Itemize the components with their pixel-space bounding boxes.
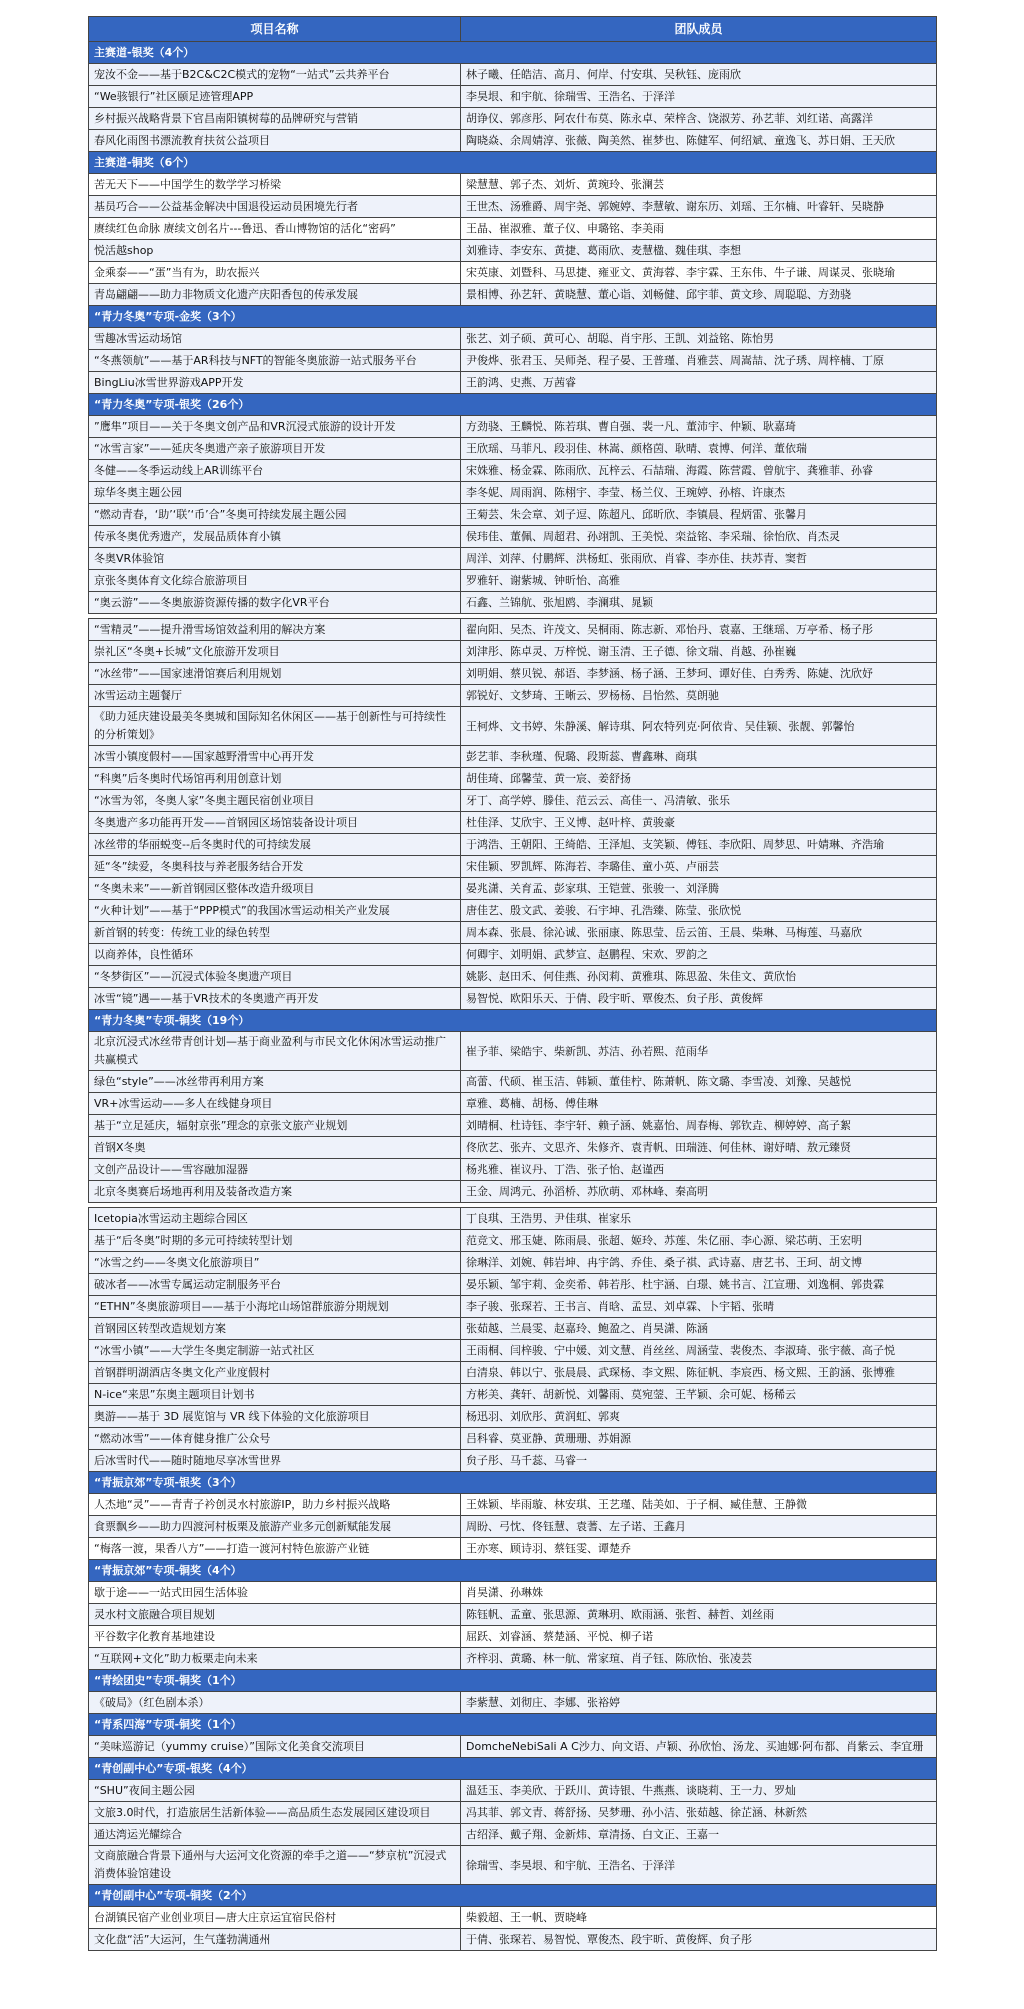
table-row <box>89 64 937 86</box>
project-name-cell: “SHU”夜间主题公园 <box>89 1780 461 1802</box>
table-row <box>89 1181 937 1203</box>
team-members-cell: 翟向阳、吴杰、许茂文、吴桐雨、陈志新、邓怡丹、袁嘉、王继瑶、万亭希、杨子彤 <box>461 619 937 641</box>
table-row <box>89 988 937 1010</box>
project-name-cell: VR+冰雪运动——多人在线健身项目 <box>89 1093 461 1115</box>
section-header-row <box>89 1560 937 1582</box>
project-name-cell: 悦活越shop <box>89 240 461 262</box>
project-name-cell: 台湖镇民宿产业创业项目—唐大庄京运宜宿民俗村 <box>89 1907 461 1929</box>
project-name-cell: 琼华冬奥主题公园 <box>89 482 461 504</box>
table-row <box>89 504 937 526</box>
team-members-cell: 古绍泽、戴子翔、金新炜、章清扬、白文正、王嘉一 <box>461 1824 937 1846</box>
project-name-cell: “雪精灵”——提升滑雪场馆效益利用的解决方案 <box>89 619 461 641</box>
team-members-cell: 唐佳艺、殷文武、姜骏、石宇坤、孔浩臻、陈莹、张欣悦 <box>461 900 937 922</box>
project-name-cell: “互联网+文化”助力板栗走向未来 <box>89 1648 461 1670</box>
team-members-cell: 李昊垠、和宇航、徐瑞雪、王浩名、于泽洋 <box>461 86 937 108</box>
table-row <box>89 900 937 922</box>
project-name-cell: 冰雪“镜”遇——基于VR技术的冬奥遗产再开发 <box>89 988 461 1010</box>
team-members-cell: 宋英康、刘暨科、马思捷、雍亚文、黄海蓉、李宇霖、王东伟、牛子谦、周谋灵、张晓瑜 <box>461 262 937 284</box>
project-name-cell: 北京冬奥赛后场地再利用及装备改造方案 <box>89 1181 461 1203</box>
section-title: “青振京郊”专项-铜奖（4个） <box>89 1560 937 1582</box>
project-name-cell: “火种计划”——基于“PPP模式”的我国冰雪运动相关产业发展 <box>89 900 461 922</box>
project-name-cell: “燃动青春，‘助’‘联’‘币’合”冬奥可持续发展主题公园 <box>89 504 461 526</box>
table-row <box>89 460 937 482</box>
team-members-cell: 王菊芸、朱会章、刘子逗、陈超凡、邱昕欣、李镇晨、程炳雷、张馨月 <box>461 504 937 526</box>
project-name-cell: 文商旅融合背景下通州与大运河文化资源的牵手之道——“梦京杭”沉浸式消费体验馆建设 <box>89 1846 461 1885</box>
team-members-cell: 王柯烨、文书婷、朱静溪、解诗琪、阿农特列克·阿依肯、吴佳颖、张靓、郭馨怡 <box>461 707 937 746</box>
team-members-cell: 贠子彤、马千蕊、马睿一 <box>461 1450 937 1472</box>
team-members-cell: 柴毅超、王一帆、贾晓峰 <box>461 1907 937 1929</box>
team-members-cell: 姚影、赵田禾、何佳燕、孙闵莉、黄雅琪、陈思盈、朱佳文、黄欣怡 <box>461 966 937 988</box>
table-row <box>89 1450 937 1472</box>
table-row <box>89 1494 937 1516</box>
table-row <box>89 663 937 685</box>
section-header-row <box>89 1670 937 1692</box>
project-name-cell: 金乘泰——“蛋”当有为，助农振兴 <box>89 262 461 284</box>
table-row <box>89 1736 937 1758</box>
table-row <box>89 1929 937 1951</box>
team-members-cell: 崔予菲、梁皓宇、柴新凯、苏洁、孙若熙、范雨华 <box>461 1032 937 1071</box>
table-row <box>89 878 937 900</box>
section-title: “青力冬奥”专项-银奖（26个） <box>89 394 937 416</box>
project-name-cell: 食票飘乡——助力四渡河村板栗及旅游产业多元创新赋能发展 <box>89 1516 461 1538</box>
team-members-cell: 佟欣艺、张卉、文思齐、朱修齐、袁青帆、田瑞涟、何佳林、谢妤晴、敖元臻贤 <box>461 1137 937 1159</box>
project-name-cell: 绿色“style”——冰丝带再利用方案 <box>89 1071 461 1093</box>
team-members-cell: 宋姝雅、杨金霖、陈雨欣、瓦梓云、石喆瑞、海霞、陈营霞、曾航宇、龚雅菲、孙睿 <box>461 460 937 482</box>
table-row <box>89 372 937 394</box>
table-row <box>89 482 937 504</box>
project-name-cell: “美味巡游记（yummy cruise）”国际文化美食交流项目 <box>89 1736 461 1758</box>
table-row <box>89 438 937 460</box>
table-row <box>89 1802 937 1824</box>
team-members-cell: 郭锐好、文梦琦、王晰云、罗杨杨、吕怡然、莫朗驰 <box>461 685 937 707</box>
project-name-cell: 《破局》（红色剧本杀） <box>89 1692 461 1714</box>
project-name-cell: 北京沉浸式冰丝带青创计划—基于商业盈利与市民文化休闲冰雪运动推广共赢模式 <box>89 1032 461 1071</box>
section-title: “青力冬奥”专项-金奖（3个） <box>89 306 937 328</box>
team-members-cell: 周盼、弓忱、佟钰慧、袁蓍、左子诺、王鑫月 <box>461 1516 937 1538</box>
table-row <box>89 284 937 306</box>
table-row <box>89 1340 937 1362</box>
project-name-cell: 基于“立足延庆，辐射京张”理念的京张文旅产业规划 <box>89 1115 461 1137</box>
project-name-cell: 春风化雨图书漂流教育扶贫公益项目 <box>89 130 461 152</box>
project-name-cell: 雪趣冰雪运动场馆 <box>89 328 461 350</box>
table-row <box>89 1516 937 1538</box>
team-members-cell: 胡佳琦、邱馨莹、黄一宸、姜舒扬 <box>461 768 937 790</box>
table-row <box>89 548 937 570</box>
team-members-cell: 景相博、孙艺轩、黄晓慧、董心诣、刘畅健、邱宇菲、黄文珍、周聪聪、方劲骁 <box>461 284 937 306</box>
table-row <box>89 1071 937 1093</box>
team-members-cell: 徐琳洋、刘婉、韩岩坤、冉宇鸽、乔佳、桑子祺、武诗嘉、唐艺书、王珂、胡文博 <box>461 1252 937 1274</box>
team-members-cell: 李子骏、张琛若、王书言、肖晗、孟昱、刘卓霖、卜宇韬、张晴 <box>461 1296 937 1318</box>
project-name-cell: 以商养体，良性循环 <box>89 944 461 966</box>
team-members-cell: 杨迅羽、刘欣彤、黄润虹、郭爽 <box>461 1406 937 1428</box>
team-members-cell: 宋佳颖、罗凯辉、陈海若、李璐佳、童小英、卢丽芸 <box>461 856 937 878</box>
table-header-row <box>89 17 937 42</box>
project-name-cell: 文旅3.0时代，打造旅居生活新体验——高品质生态发展园区建设项目 <box>89 1802 461 1824</box>
team-members-cell: 肖昊潇、孙琳姝 <box>461 1582 937 1604</box>
project-name-cell: 基员巧合——公益基金解决中国退役运动员困境先行者 <box>89 196 461 218</box>
table-row <box>89 1538 937 1560</box>
team-members-cell: 张茹越、兰晨雯、赵嘉玲、鲍盈之、肖昊潇、陈涵 <box>461 1318 937 1340</box>
project-name-cell: 延“冬”续爱，冬奥科技与养老服务结合开发 <box>89 856 461 878</box>
table-row <box>89 1318 937 1340</box>
table-row <box>89 856 937 878</box>
table-row <box>89 1032 937 1071</box>
project-name-cell: “科奥”后冬奥时代场馆再利用创意计划 <box>89 768 461 790</box>
team-members-cell: 罗雅轩、谢紫城、钟昕怡、高雅 <box>461 570 937 592</box>
project-name-cell: 苦无天下——中国学生的数学学习桥梁 <box>89 174 461 196</box>
project-name-cell: 文创产品设计——雪容融加湿器 <box>89 1159 461 1181</box>
section-title: “青系四海”专项-铜奖（1个） <box>89 1714 937 1736</box>
table-row <box>89 1093 937 1115</box>
project-name-cell: 首钢园区转型改造规划方案 <box>89 1318 461 1340</box>
team-members-cell: 何卿宇、刘明娟、武梦宣、赵鹏程、宋欢、罗韵之 <box>461 944 937 966</box>
awards-table <box>88 16 937 1951</box>
project-name-cell: N-ice“来思”东奥主题项目计划书 <box>89 1384 461 1406</box>
team-members-cell: 梁慧慧、郭子杰、刘炘、黄琬玲、张澜芸 <box>461 174 937 196</box>
project-name-cell: “梅落一渡，果香八方”——打造一渡河村特色旅游产业链 <box>89 1538 461 1560</box>
team-members-cell: 杨兆雅、崔议丹、丁浩、张子怡、赵谨西 <box>461 1159 937 1181</box>
table-row <box>89 1824 937 1846</box>
team-members-cell: 王金、周鸿元、孙滔桥、苏欣萌、邓林峰、秦高明 <box>461 1181 937 1203</box>
table-row <box>89 108 937 130</box>
table-row <box>89 641 937 663</box>
team-members-cell: 林子曦、任皓洁、高月、何岸、付安琪、吴秋钰、庞雨欣 <box>461 64 937 86</box>
section-title: 主赛道-铜奖（6个） <box>89 152 937 174</box>
project-name-cell: “冰丝带”——国家速滑馆赛后利用规划 <box>89 663 461 685</box>
table-body <box>89 42 937 1951</box>
team-members-cell: 范竞文、邢玉婕、陈雨晨、张超、姬玲、苏莲、朱亿丽、李心源、梁芯萌、王宏明 <box>461 1230 937 1252</box>
table-row <box>89 592 937 614</box>
table-row <box>89 240 937 262</box>
project-name-cell: 《助力延庆建设最美冬奥城和国际知名休闲区——基于创新性与可持续性的分析策划》 <box>89 707 461 746</box>
project-name-cell: “ETHN”冬奥旅游项目——基于小海坨山场馆群旅游分期规划 <box>89 1296 461 1318</box>
section-header-row <box>89 42 937 64</box>
table-row <box>89 834 937 856</box>
team-members-cell: 胡诤仪、郭彦彤、阿农什布莫、陈永卓、荣梓含、饶淑芳、孙艺菲、刘红诺、高露洋 <box>461 108 937 130</box>
team-members-cell: 牙丁、高学婷、滕佳、范云云、高佳一、冯清敏、张乐 <box>461 790 937 812</box>
team-members-cell: 李冬妮、周雨润、陈栩宇、李莹、杨兰仪、王琬婷、孙榕、许康杰 <box>461 482 937 504</box>
project-name-cell: 乡村振兴战略背景下官昌南阳镇树莓的品牌研究与营销 <box>89 108 461 130</box>
team-members-cell: 吕科睿、莫亚静、黄珊珊、苏娟源 <box>461 1428 937 1450</box>
table-row <box>89 1406 937 1428</box>
header-team-members: 团队成员 <box>461 17 937 42</box>
table-row <box>89 1115 937 1137</box>
project-name-cell: 通达湾运光耀综合 <box>89 1824 461 1846</box>
team-members-cell: 王姝颖、毕雨璇、林安琪、王艺瑾、陆美如、于子桐、臧佳慧、王静微 <box>461 1494 937 1516</box>
team-members-cell: 屈跃、刘睿涵、蔡楚涵、平悦、柳子诺 <box>461 1626 937 1648</box>
table-row <box>89 218 937 240</box>
project-name-cell: “We骇银行”社区颐足迹管理APP <box>89 86 461 108</box>
project-name-cell: 宠汝不金——基于B2C&C2C模式的宠物“一站式”云共养平台 <box>89 64 461 86</box>
section-title: “青创副中心”专项-银奖（4个） <box>89 1758 937 1780</box>
table-row <box>89 1159 937 1181</box>
awards-table-container <box>88 16 936 1951</box>
table-row <box>89 790 937 812</box>
table-row <box>89 707 937 746</box>
section-title: “青绘团史”专项-铜奖（1个） <box>89 1670 937 1692</box>
team-members-cell: 王欣瑶、马菲凡、段羽佳、林嵩、颜格茵、耿晴、袁博、何洋、董依瑞 <box>461 438 937 460</box>
table-row <box>89 416 937 438</box>
table-row <box>89 350 937 372</box>
project-name-cell: “冬燕领航”——基于AR科技与NFT的智能冬奥旅游一站式服务平台 <box>89 350 461 372</box>
table-row <box>89 1846 937 1885</box>
table-row <box>89 328 937 350</box>
team-members-cell: 尹俊烨、张君玉、吴师尧、程子晏、王普瑾、肖雅芸、周嵩喆、沈子琇、周梓楠、丁原 <box>461 350 937 372</box>
table-row <box>89 174 937 196</box>
section-header-row <box>89 394 937 416</box>
team-members-cell: 陈钰帆、孟童、张思源、黄琳玥、欧雨涵、张哲、赫哲、刘丝雨 <box>461 1604 937 1626</box>
project-name-cell: 赓续红色命脉 赓续文创名片---鲁迅、香山博物馆的活化“密码” <box>89 218 461 240</box>
project-name-cell: 首钢X冬奥 <box>89 1137 461 1159</box>
table-row <box>89 1907 937 1929</box>
team-members-cell: DomcheNebiSali A C沙力、向文语、卢颖、孙欣怡、汤龙、买迪娜·阿布都、肖紫云、李宜珊 <box>461 1736 937 1758</box>
project-name-cell: “燃动冰雪”——体育健身推广公众号 <box>89 1428 461 1450</box>
team-members-cell: 温廷玉、李美欣、于跃川、黄诗银、牛燕燕、谈晓莉、王一力、罗灿 <box>461 1780 937 1802</box>
team-members-cell: 方劲骁、王麟悦、陈若琪、曹自强、裴一凡、董沛宇、仲颖、耿嘉琦 <box>461 416 937 438</box>
table-row <box>89 1582 937 1604</box>
section-title: 主赛道-银奖（4个） <box>89 42 937 64</box>
project-name-cell: 文化盘“活”大运河，生气蓬勃满通州 <box>89 1929 461 1951</box>
project-name-cell: 冰雪运动主题餐厅 <box>89 685 461 707</box>
project-name-cell: 传承冬奥优秀遗产，发展品质体育小镇 <box>89 526 461 548</box>
project-name-cell: 灵水村文旅融合项目规划 <box>89 1604 461 1626</box>
project-name-cell: “冰雪之约——冬奥文化旅游项目” <box>89 1252 461 1274</box>
project-name-cell: “冰雪为邻，冬奥人家”冬奥主题民宿创业项目 <box>89 790 461 812</box>
team-members-cell: 彭艺菲、李秋瑾、倪璐、段斯蕊、曹鑫琳、商琪 <box>461 746 937 768</box>
project-name-cell: “冰雪小镇”——大学生冬奥定制游一站式社区 <box>89 1340 461 1362</box>
header-project-name: 项目名称 <box>89 17 461 42</box>
team-members-cell: 晏乐颖、邹宇莉、金奕希、韩若彤、杜宇涵、白璟、姚书言、江宣珊、刘逸桐、郭贵霖 <box>461 1274 937 1296</box>
team-members-cell: 杜佳泽、艾欣宇、王义博、赵叶梓、黄骏豪 <box>461 812 937 834</box>
table-row <box>89 570 937 592</box>
section-title: “青力冬奥”专项-铜奖（19个） <box>89 1010 937 1032</box>
project-name-cell: 冬奥VR体验馆 <box>89 548 461 570</box>
table-row <box>89 922 937 944</box>
table-row <box>89 262 937 284</box>
section-header-row <box>89 1758 937 1780</box>
project-name-cell: BingLiu冰雪世界游戏APP开发 <box>89 372 461 394</box>
team-members-cell: 李紫慧、刘彻庄、李娜、张裕婷 <box>461 1692 937 1714</box>
project-name-cell: 崇礼区“冬奥+长城”文化旅游开发项目 <box>89 641 461 663</box>
project-name-cell: “冰雪言家”——延庆冬奥遗产亲子旅游项目开发 <box>89 438 461 460</box>
table-row <box>89 130 937 152</box>
team-members-cell: 刘晴桐、杜诗钰、李宇轩、赖子涵、姚嘉怡、周春梅、郭钦垚、柳婷婷、高子絮 <box>461 1115 937 1137</box>
project-name-cell: ”鹰隼”项目——关于冬奥文创产品和VR沉浸式旅游的设计开发 <box>89 416 461 438</box>
project-name-cell: 基于“后冬奥”时期的多元可持续转型计划 <box>89 1230 461 1252</box>
team-members-cell: 石鑫、兰锦航、张旭鸥、李澜琪、晁颖 <box>461 592 937 614</box>
project-name-cell: 冬健——冬季运动线上AR训练平台 <box>89 460 461 482</box>
team-members-cell: 王亦寒、顾诗羽、蔡钰雯、谭楚乔 <box>461 1538 937 1560</box>
team-members-cell: 王雨桐、闫梓骏、宁中媛、刘文慧、肖丝丝、周涵莹、裴俊杰、李淑琦、张宇薇、高子悦 <box>461 1340 937 1362</box>
project-name-cell: 后冰雪时代——随时随地尽享冰雪世界 <box>89 1450 461 1472</box>
project-name-cell: Icetopia冰雪运动主题综合园区 <box>89 1208 461 1230</box>
table-row <box>89 196 937 218</box>
team-members-cell: 王韵鸿、史燕、万茜睿 <box>461 372 937 394</box>
section-header-row <box>89 1885 937 1907</box>
section-title: “青创副中心”专项-铜奖（2个） <box>89 1885 937 1907</box>
team-members-cell: 于鸿浩、王朝阳、王绮皓、王泽旭、支笑颖、傅钰、李欣阳、周梦思、叶婧琳、齐浩瑜 <box>461 834 937 856</box>
project-name-cell: 歇于途——一站式田园生活体验 <box>89 1582 461 1604</box>
table-row <box>89 812 937 834</box>
team-members-cell: 侯玮佳、董佩、周超君、孙翊凯、王美悦、栾益铭、李采瑞、徐怡欣、肖杰灵 <box>461 526 937 548</box>
table-row <box>89 1208 937 1230</box>
table-row <box>89 768 937 790</box>
table-row <box>89 619 937 641</box>
project-name-cell: 首钢群明湖酒店冬奥文化产业度假村 <box>89 1362 461 1384</box>
table-row <box>89 1626 937 1648</box>
team-members-cell: 冯其菲、郭文青、蒋舒扬、吴梦珊、孙小洁、张茹越、徐芷涵、林新然 <box>461 1802 937 1824</box>
table-row <box>89 966 937 988</box>
section-header-row <box>89 306 937 328</box>
team-members-cell: 章雅、葛楠、胡杨、傅佳琳 <box>461 1093 937 1115</box>
team-members-cell: 齐梓羽、黄璐、林一航、常家瑄、肖子钰、陈欣怡、张凌芸 <box>461 1648 937 1670</box>
table-row <box>89 1296 937 1318</box>
section-header-row <box>89 152 937 174</box>
section-header-row <box>89 1714 937 1736</box>
table-row <box>89 86 937 108</box>
project-name-cell: 奥游——基于 3D 展览馆与 VR 线下体验的文化旅游项目 <box>89 1406 461 1428</box>
project-name-cell: 青岛翩翩——助力非物质文化遗产庆阳香包的传承发展 <box>89 284 461 306</box>
table-row <box>89 746 937 768</box>
project-name-cell: “奥云游”——冬奥旅游资源传播的数字化VR平台 <box>89 592 461 614</box>
team-members-cell: 高蕾、代硕、崔玉洁、韩颖、董佳柠、陈萧帆、陈文璐、李雪凌、刘豫、吴越悦 <box>461 1071 937 1093</box>
project-name-cell: 新首钢的转变：传统工业的绿色转型 <box>89 922 461 944</box>
team-members-cell: 易智悦、欧阳乐天、于倩、段宇昕、覃俊杰、贠子彤、黄俊辉 <box>461 988 937 1010</box>
project-name-cell: 京张冬奥体育文化综合旅游项目 <box>89 570 461 592</box>
team-members-cell: 于倩、张琛若、易智悦、覃俊杰、段宇昕、黄俊辉、贠子彤 <box>461 1929 937 1951</box>
table-row <box>89 1780 937 1802</box>
table-row <box>89 1428 937 1450</box>
project-name-cell: 冰雪小镇度假村——国家越野滑雪中心再开发 <box>89 746 461 768</box>
team-members-cell: 晏兆潇、关育孟、彭家琪、王铠萱、张骏一、刘泽腾 <box>461 878 937 900</box>
table-row <box>89 944 937 966</box>
table-row <box>89 1604 937 1626</box>
project-name-cell: “冬梦街区”——沉浸式体验冬奥遗产项目 <box>89 966 461 988</box>
table-row <box>89 1362 937 1384</box>
team-members-cell: 陶晓焱、余周婧淳、张薇、陶美然、崔梦也、陈健军、何绍斌、童逸飞、苏日娟、王天欣 <box>461 130 937 152</box>
table-row <box>89 1137 937 1159</box>
project-name-cell: 破冰者——冰雪专属运动定制服务平台 <box>89 1274 461 1296</box>
section-header-row <box>89 1010 937 1032</box>
table-row <box>89 1274 937 1296</box>
table-row <box>89 1692 937 1714</box>
team-members-cell: 方彬美、龚轩、胡新悦、刘馨雨、莫宛蓥、王芊颖、余可妮、杨稀云 <box>461 1384 937 1406</box>
table-row <box>89 685 937 707</box>
section-title: “青振京郊”专项-银奖（3个） <box>89 1472 937 1494</box>
project-name-cell: 冰丝带的华丽蜕变--后冬奥时代的可持续发展 <box>89 834 461 856</box>
team-members-cell: 刘津彤、陈卓灵、万梓悦、谢玉清、王子德、徐文瑞、肖越、孙崔巍 <box>461 641 937 663</box>
table-row <box>89 1252 937 1274</box>
table-row <box>89 1648 937 1670</box>
section-header-row <box>89 1472 937 1494</box>
team-members-cell: 周洋、刘萍、付鹏辉、洪杨虹、张雨欣、肖睿、李亦佳、扶苏青、窦哲 <box>461 548 937 570</box>
team-members-cell: 王晶、崔淑雅、董子仪、申璐铭、李美雨 <box>461 218 937 240</box>
table-row <box>89 526 937 548</box>
team-members-cell: 王世杰、汤雅爵、周宇尧、郭婉婷、李慧敏、谢东历、刘瑶、王尔楠、叶睿轩、吴晓静 <box>461 196 937 218</box>
team-members-cell: 徐瑞雪、李昊垠、和宇航、王浩名、于泽洋 <box>461 1846 937 1885</box>
table-row <box>89 1384 937 1406</box>
team-members-cell: 丁良琪、王浩男、尹佳琪、崔家乐 <box>461 1208 937 1230</box>
project-name-cell: 平谷数字化教育基地建设 <box>89 1626 461 1648</box>
team-members-cell: 周本森、张晨、徐沁诚、张丽康、陈思莹、岳云笛、王晨、柴琳、马梅莲、马嘉欣 <box>461 922 937 944</box>
team-members-cell: 刘明娟、蔡贝锐、郝语、李梦涵、杨子涵、王梦珂、谭好佳、白秀秀、陈婕、沈欣妤 <box>461 663 937 685</box>
team-members-cell: 白清泉、韩以宁、张晨晨、武琛杨、李文熙、陈征帆、李宸西、杨文熙、王韵涵、张博雅 <box>461 1362 937 1384</box>
team-members-cell: 刘雅诗、李安东、黄捷、葛雨欣、麦慧楹、魏佳琪、李想 <box>461 240 937 262</box>
table-row <box>89 1230 937 1252</box>
project-name-cell: “冬奥未来”——新首钢园区整体改造升级项目 <box>89 878 461 900</box>
project-name-cell: 冬奥遗产多功能再开发——首钢园区场馆装备设计项目 <box>89 812 461 834</box>
team-members-cell: 张艺、刘子硕、黄可心、胡聪、肖宇彤、王凯、刘益铭、陈怡男 <box>461 328 937 350</box>
project-name-cell: 人杰地“灵”——青青子衿创灵水村旅游IP，助力乡村振兴战略 <box>89 1494 461 1516</box>
